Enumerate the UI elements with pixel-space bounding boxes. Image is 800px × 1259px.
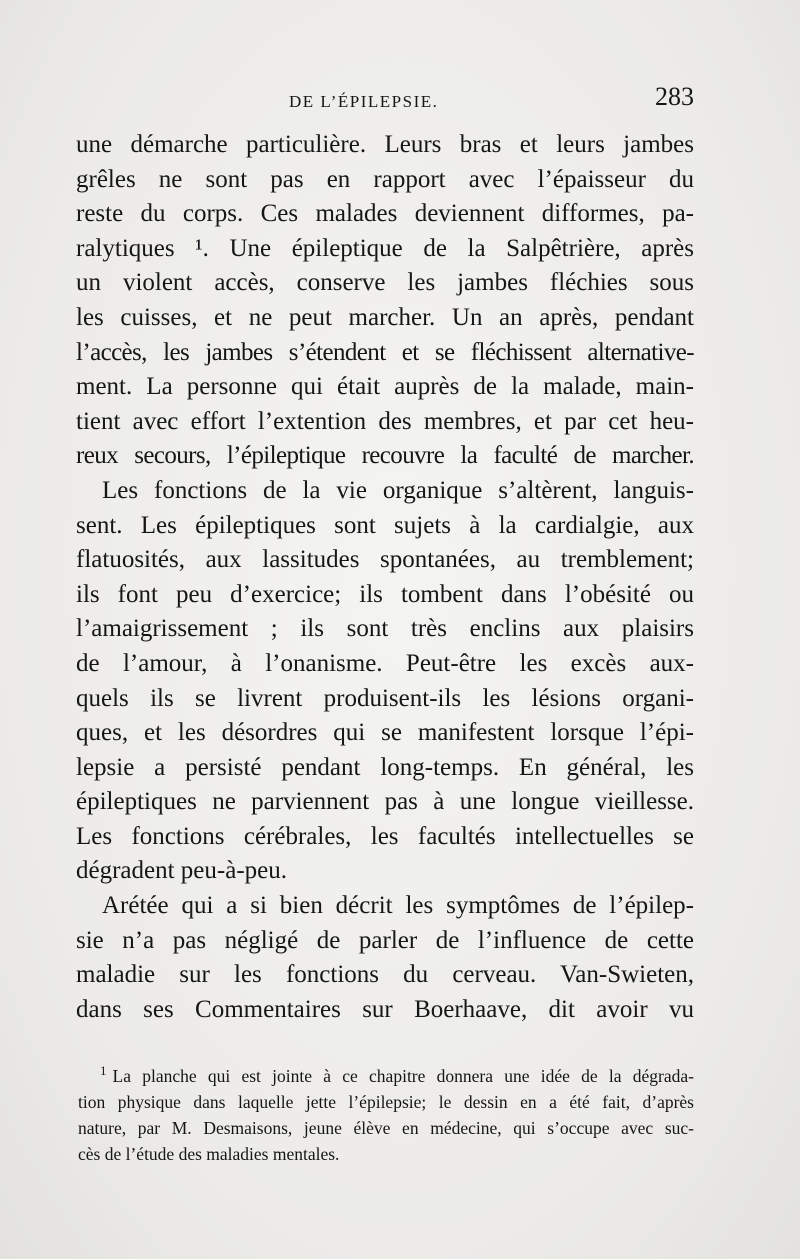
footnote-text <box>78 1058 694 1167</box>
main-text <box>76 128 694 1027</box>
text-line: reste du corps. Ces malades deviennent difformes, pa- <box>76 200 694 228</box>
footnote <box>78 1058 694 1167</box>
text-line: ques, et les désordres qui se manifestent lorsque l’épi- <box>76 719 694 747</box>
text-line: tient avec effort l’extention des membres, et par cet heu- <box>76 407 694 435</box>
paragraph-2 <box>76 474 694 889</box>
paragraph-1 <box>76 128 694 474</box>
footnote-marker: 1 <box>100 1063 107 1078</box>
page-header <box>74 82 694 122</box>
text-line: ils font peu d’exercice; ils tombent dans l’obésité ou <box>76 580 694 608</box>
text-line: sent. Les épileptiques sont sujets à la cardialgie, aux <box>76 511 694 539</box>
footnote-line: tion physique dans laquelle jette l’épilepsie; le dessin en a été fait, d’après <box>78 1091 694 1112</box>
text-line: épileptiques ne parviennent pas à une longue vieillesse. <box>76 788 694 816</box>
text-line: dégradent peu-à-peu. <box>76 857 287 885</box>
text-line: Les fonctions de la vie organique s’altèrent, languis- <box>102 476 694 504</box>
footnote-line: nature, par M. Desmaisons, jeune élève en médecine, qui s’occupe avec suc- <box>78 1117 694 1138</box>
text-line: quels ils se livrent produisent-ils les lésions organi- <box>76 684 694 712</box>
text-line: de l’amour, à l’onanisme. Peut-être les excès aux- <box>76 649 694 677</box>
text-line: ralytiques ¹. Une épileptique de la Salpêtrière, après <box>76 234 694 262</box>
text-line: flatuosités, aux lassitudes spontanées, au tremblement; <box>76 546 694 574</box>
text-line: l’accès, les jambes s’étendent et se fléchissent alternative- <box>76 338 694 366</box>
text-line: lepsie a persisté pendant long-temps. En général, les <box>76 753 694 781</box>
text-line: les cuisses, et ne peut marcher. Un an après, pendant <box>76 303 694 331</box>
footnote-line <box>78 1058 694 1089</box>
text-line: un violent accès, conserve les jambes fléchies sous <box>76 269 694 297</box>
running-title: DE L’ÉPILEPSIE. <box>289 92 439 111</box>
footnote-line-text: La planche qui est jointe à ce chapitre donnera une idée de la dégrada- <box>112 1065 694 1086</box>
text-line: Les fonctions cérébrales, les facultés intellectuelles se <box>76 822 694 850</box>
text-line: grêles ne sont pas en rapport avec l’épaisseur du <box>76 165 694 193</box>
footnote-line: cès de l’étude des maladies mentales. <box>78 1143 340 1164</box>
text-line: l’amaigrissement ; ils sont très enclins aux plaisirs <box>76 615 694 643</box>
text-line: sie n’a pas négligé de parler de l’influence de cette <box>76 926 694 954</box>
text-line: Arétée qui a si bien décrit les symptômes de l’épilep- <box>102 892 694 920</box>
text-line: une démarche particulière. Leurs bras et leurs jambes <box>76 131 694 158</box>
page-number: 283 <box>655 82 694 111</box>
text-line: ment. La personne qui était auprès de la malade, main- <box>76 373 694 401</box>
text-line: maladie sur les fonctions du cerveau. Van-Swieten, <box>76 961 694 989</box>
paragraph-3 <box>76 889 694 1027</box>
text-line: reux secours, l’épileptique recouvre la faculté de marcher. <box>76 442 694 470</box>
text-line: dans ses Commentaires sur Boerhaave, dit avoir vu <box>76 995 694 1023</box>
